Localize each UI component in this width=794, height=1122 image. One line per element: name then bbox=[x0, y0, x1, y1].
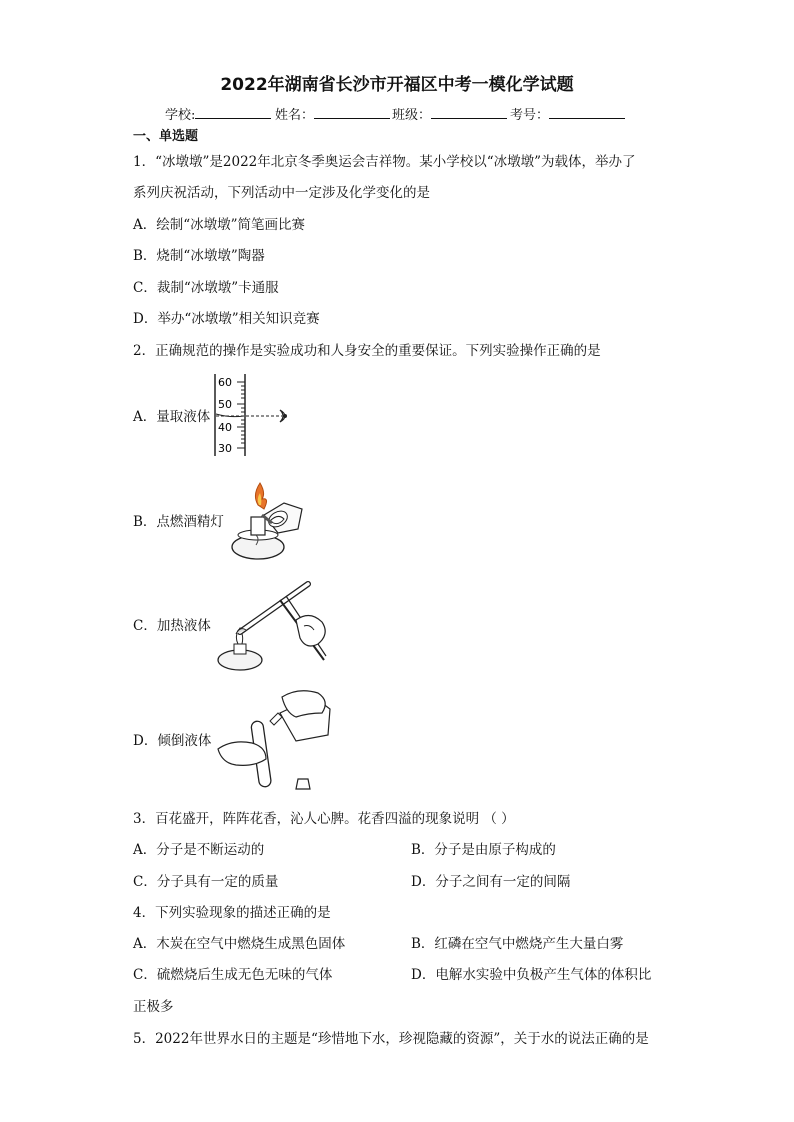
tick-label-30: 30 bbox=[218, 442, 232, 455]
class-field[interactable] bbox=[392, 104, 507, 123]
school-blank bbox=[195, 106, 271, 119]
question-5-text: 5．2022年世界水日的主题是“珍惜地下水，珍视隐藏的资源”，关于水的说法正确的是 bbox=[133, 1031, 649, 1047]
tick-label-40: 40 bbox=[218, 421, 232, 434]
q4-option-c[interactable]: C．硫燃烧后生成无色无味的气体 bbox=[133, 967, 333, 983]
q1-option-c[interactable]: C．裁制“冰墩墩”卡通服 bbox=[133, 280, 279, 296]
q3-option-a[interactable]: A．分子是不断运动的 bbox=[133, 842, 265, 858]
section-heading: 一、单选题 bbox=[133, 129, 199, 144]
q1-option-b[interactable]: B．烧制“冰墩墩”陶器 bbox=[133, 248, 265, 264]
class-label: 班级： bbox=[392, 108, 432, 123]
exam-no-label: 考号： bbox=[510, 108, 550, 123]
name-blank bbox=[314, 106, 390, 119]
stopper-icon bbox=[296, 779, 310, 789]
page-title: 2022年湖南省长沙市开福区中考一模化学试题 bbox=[220, 75, 574, 95]
school-label: 学校: bbox=[165, 108, 196, 123]
name-field[interactable] bbox=[275, 104, 390, 123]
hand-icon bbox=[296, 615, 325, 646]
exam-no-blank bbox=[549, 106, 625, 119]
measuring-cylinder-figure bbox=[210, 372, 300, 458]
q2-option-d[interactable]: D．倾倒液体 bbox=[133, 733, 212, 749]
question-3-text: 3．百花盛开，阵阵花香，沁人心脾。花香四溢的现象说明 （ ） bbox=[133, 811, 515, 827]
name-label: 姓名： bbox=[275, 108, 315, 123]
q4-option-b[interactable]: B．红磷在空气中燃烧产生大量白雾 bbox=[411, 936, 624, 952]
q1-option-a[interactable]: A．绘制“冰墩墩”简笔画比赛 bbox=[133, 217, 306, 233]
q3-option-b[interactable]: B．分子是由原子构成的 bbox=[411, 842, 556, 858]
q2-option-c[interactable]: C．加热液体 bbox=[133, 618, 211, 634]
alcohol-lamp-lighting-figure bbox=[226, 475, 312, 565]
question-1-line-1: 1．“冰墩墩”是2022年北京冬季奥运会吉祥物。某小学校以“冰墩墩”为载体，举办了 bbox=[133, 154, 636, 170]
tick-label-50: 50 bbox=[218, 398, 232, 411]
exam-no-field[interactable] bbox=[510, 104, 625, 123]
q4-option-a[interactable]: A．木炭在空气中燃烧生成黑色固体 bbox=[133, 936, 346, 952]
q2-option-a[interactable]: A．量取液体 bbox=[133, 409, 211, 425]
q4-option-d[interactable]: D．电解水实验中负极产生气体的体积比 bbox=[411, 967, 652, 983]
question-1-line-2: 系列庆祝活动，下列活动中一定涉及化学变化的是 bbox=[133, 185, 430, 201]
flame-icon bbox=[255, 483, 266, 509]
pouring-liquid-figure bbox=[214, 683, 334, 793]
class-blank bbox=[431, 106, 507, 119]
q3-option-c[interactable]: C．分子具有一定的质量 bbox=[133, 874, 279, 890]
q3-option-d[interactable]: D．分子之间有一定的间隔 bbox=[411, 874, 571, 890]
question-4-text: 4．下列实验现象的描述正确的是 bbox=[133, 905, 331, 921]
q1-option-d[interactable]: D．举办“冰墩墩”相关知识竞赛 bbox=[133, 311, 320, 327]
heating-liquid-figure bbox=[214, 580, 340, 676]
question-2-text: 2．正确规范的操作是实验成功和人身安全的重要保证。下列实验操作正确的是 bbox=[133, 343, 601, 359]
tick-label-60: 60 bbox=[218, 376, 232, 389]
q2-option-b[interactable]: B．点燃酒精灯 bbox=[133, 514, 224, 530]
q4-option-d-continued: 正极多 bbox=[133, 999, 174, 1015]
holding-hand-icon bbox=[218, 742, 266, 766]
school-field[interactable] bbox=[165, 104, 271, 123]
